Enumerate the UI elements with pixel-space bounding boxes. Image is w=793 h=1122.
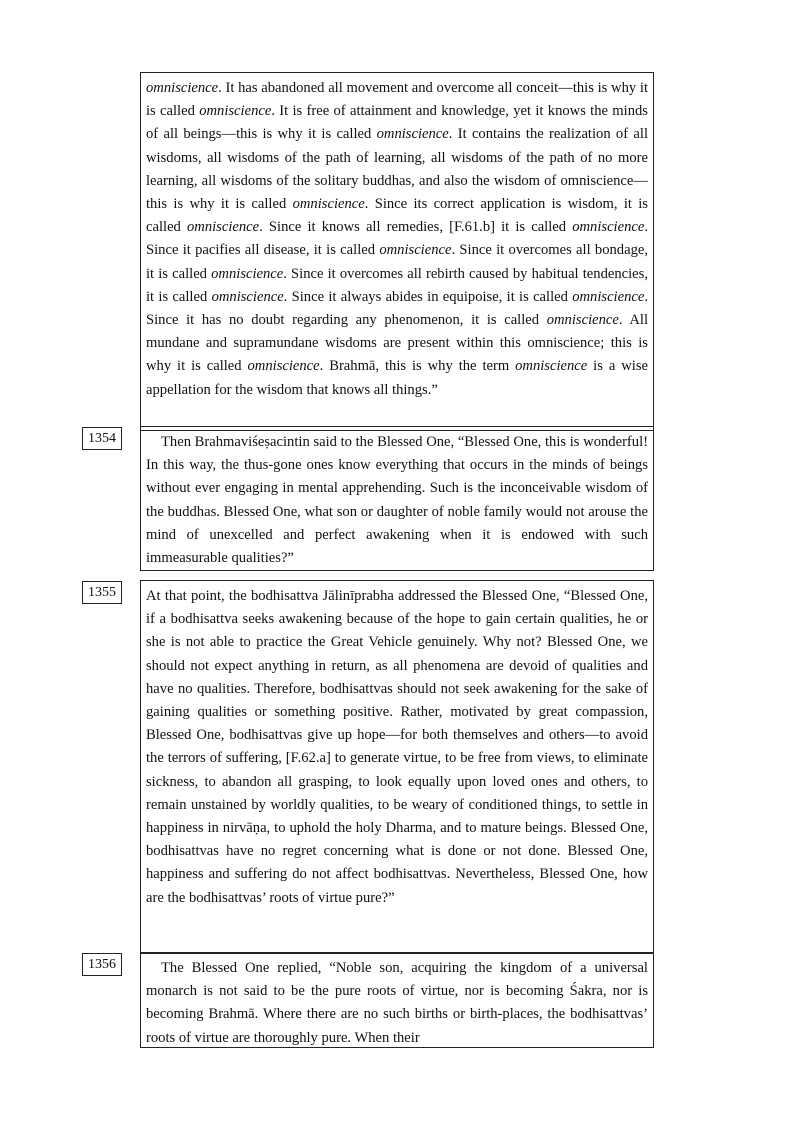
text-run: . Since it has no doubt regarding any phenomenon, it is called <box>146 288 648 329</box>
italic-term: omniscience <box>379 242 452 259</box>
text-run: . Since its correct application is wisdom, it is called <box>146 196 648 236</box>
text-run: The Blessed One replied, “Noble son, acquiring the kingdom of a universal monarch is not said to be the pure roots of virtue, nor is becoming Śakra, nor is becoming Brahmā. Where there are no such births or birth-places, the bodhisattvas’ roots of virtue are thoroughly pure. When their <box>146 960 648 1046</box>
paragraph-text <box>146 77 648 402</box>
italic-term: omniscience <box>247 358 320 375</box>
italic-term: omniscience <box>572 288 645 305</box>
italic-term: omniscience <box>186 219 260 236</box>
text-run: . It is free of attainment and knowledge, yet it knows the minds of all beings—this is why it is called <box>146 103 648 143</box>
italic-term: omniscience <box>146 80 219 96</box>
paragraph-continuation <box>140 72 654 431</box>
text-run: . Since it always abides in equipoise, it is called <box>283 288 573 305</box>
paragraph-number-1354: 1354 <box>82 427 122 450</box>
italic-term: omniscience <box>211 265 284 282</box>
text-run: . Since it knows all remedies, [F.61.b] it is called <box>259 219 573 236</box>
paragraph-1354 <box>140 426 654 571</box>
italic-term: omniscience <box>211 288 284 305</box>
text-run: . Since it overcomes all rebirth caused by habitual tendencies, it is called <box>146 265 648 305</box>
text-run: . Brahmā, this is why the term <box>319 358 516 375</box>
paragraph-number-1355: 1355 <box>82 581 122 604</box>
text-run: Then Brahmaviśeṣacintin said to the Blessed One, “Blessed One, this is wonderful! In this way, the thus-gone ones know everything that occurs in the minds of beings without ever engaging in mental apprehending. Such is the inconceivable wisdom of the buddhas. Blessed One, what son or daughter of noble family would not arouse the mind of unexcelled and perfect awakening when it is endowed with such immeasurable qualities?” <box>146 434 648 567</box>
paragraph-number-1356: 1356 <box>82 953 122 976</box>
text-run: . All mundane and supramundane wisdoms are present within this omniscience; this is why it is called <box>146 312 649 375</box>
italic-term: omniscience <box>515 358 588 375</box>
text-run: . It contains the realization of all wisdoms, all wisdoms of the path of learning, all wisdoms of the path of no more learning, all wisdoms of the solitary buddhas, and also the wisdom of omniscience—this is why it is called <box>146 126 648 213</box>
italic-term: omniscience <box>292 196 365 213</box>
italic-term: omniscience <box>546 312 619 329</box>
text-run: At that point, the bodhisattva Jālinīprabha addressed the Blessed One, “Blessed One, if a bodhisattva seeks awakening because of the hope to gain certain qualities, he or she is not able to practice the Great Vehicle genuinely. Why not? Blessed One, we should not expect anything in return, as all phenomena are devoid of qualities and have no qualities. Therefore, bodhisattvas should not seek awakening for the sake of gaining qualities or something positive. Rather, motivated by great compassion, Blessed One, bodhisattvas give up hope—for both themselves and others—to avoid the terrors of suffering, [F.62.a] to generate virtue, to be free from views, to eliminate sickness, to abandon all grasping, to look equally upon loved ones and others, to remain unstained by worldly qualities, to be weary of conditioned things, to settle in happiness in nirvāṇa, to uphold the holy Dharma, and to mature beings. Blessed One, bodhisattvas have no regret concerning what is done or not done. Blessed One, happiness and suffering do not affect bodhisattvas. Nevertheless, Blessed One, how are the bodhisattvas’ roots of virtue pure?” <box>146 588 648 906</box>
text-run: . Since it pacifies all disease, it is called <box>146 219 648 259</box>
paragraph-text <box>146 431 648 570</box>
text-run: is a wise appellation for the wisdom that knows all things.” <box>146 358 648 398</box>
paragraph-1355 <box>140 580 654 954</box>
italic-term: omniscience <box>376 126 449 143</box>
italic-term: omniscience <box>572 219 645 236</box>
paragraph-text <box>146 585 648 910</box>
text-run: . Since it overcomes all bondage, it is called <box>146 242 649 282</box>
italic-term: omniscience <box>199 103 272 120</box>
paragraph-text <box>146 957 648 1050</box>
text-run: . It has abandoned all movement and overcome all conceit—this is why it is called <box>146 80 648 120</box>
paragraph-1356 <box>140 952 654 1048</box>
